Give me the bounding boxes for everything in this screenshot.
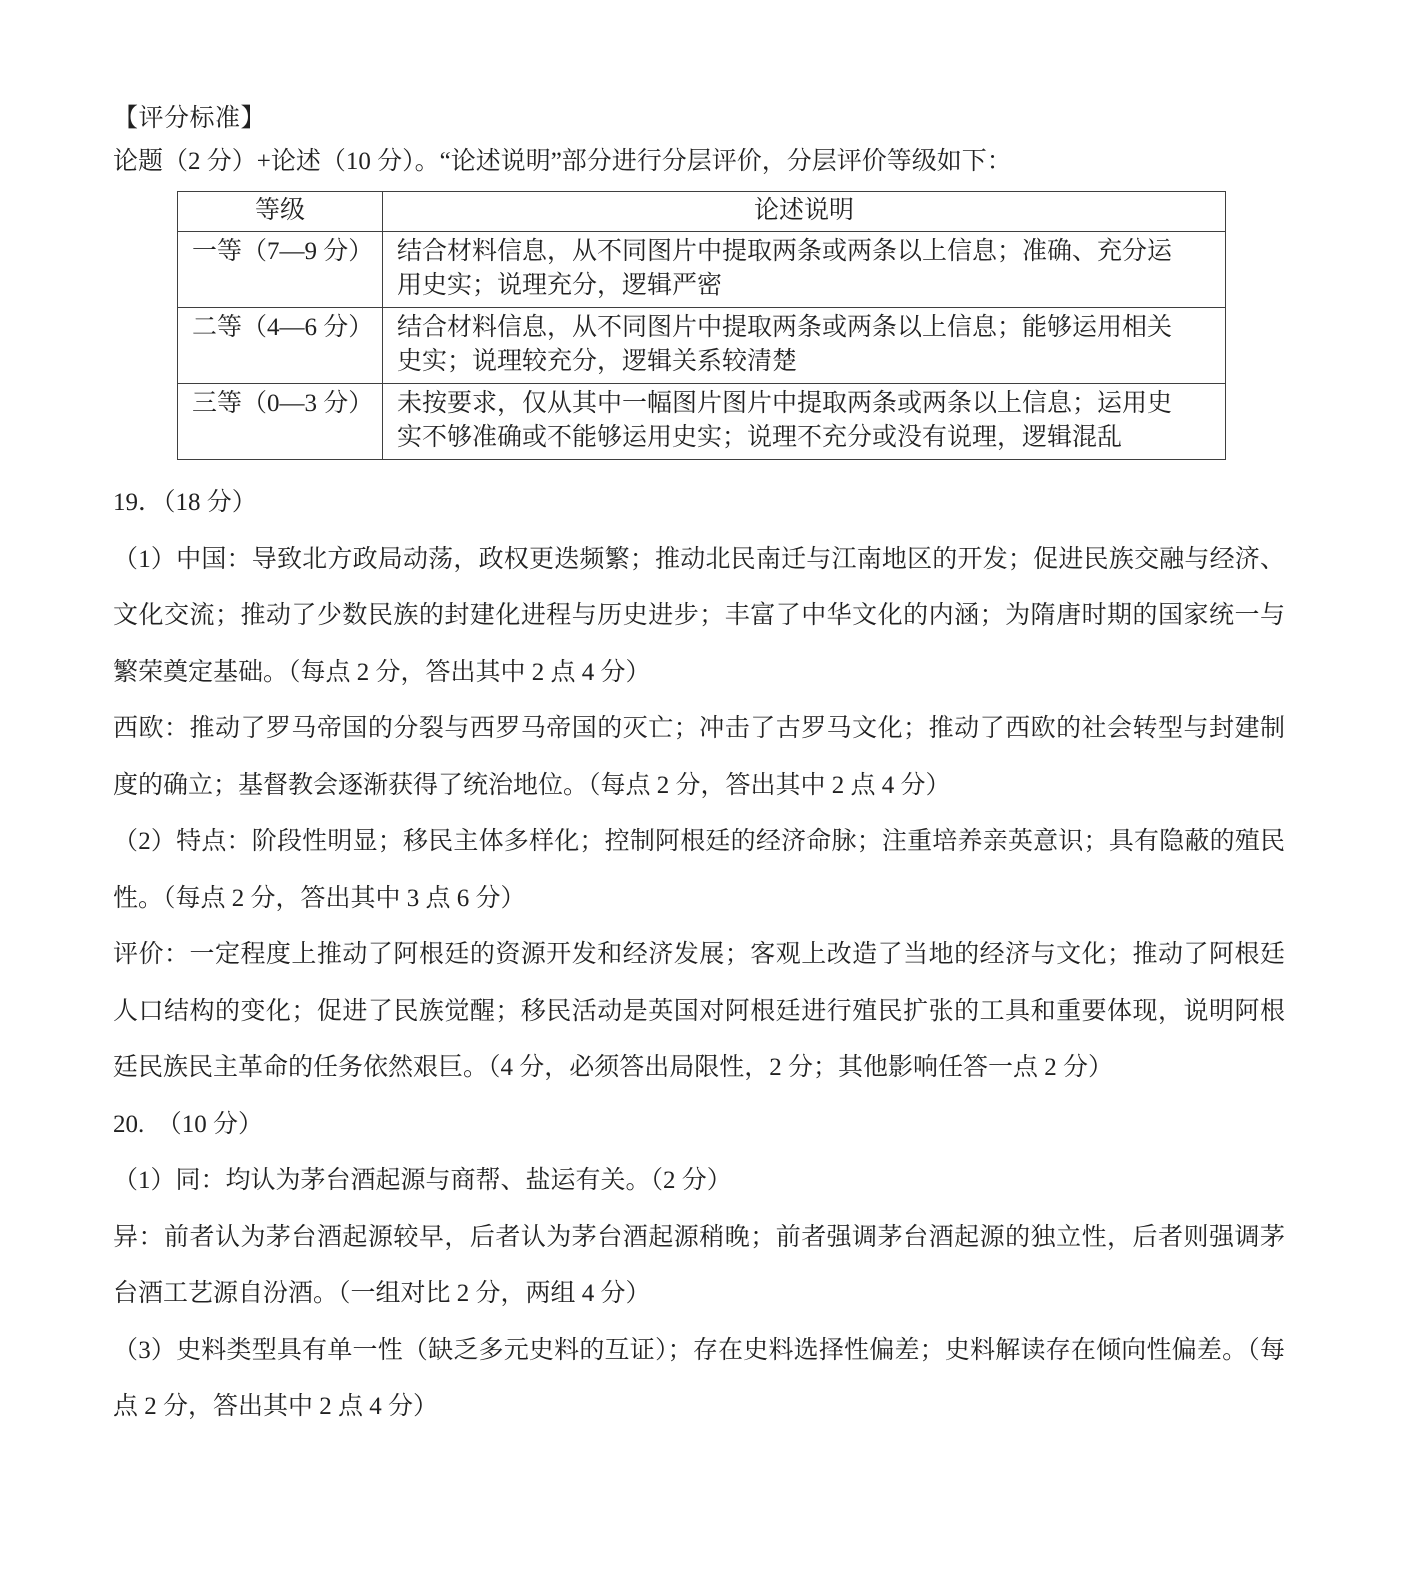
table-row [178, 232, 1226, 308]
grade-cell-tier3: 三等（0—3 分） [178, 384, 383, 460]
grade-cell-tier2: 二等（4—6 分） [178, 308, 383, 384]
description-cell-tier1: 结合材料信息，从不同图片中提取两条或两条以上信息；准确、充分运用史实；说理充分，逻辑严密 [383, 232, 1226, 308]
answer-19-part2-evaluation: 评价：一定程度上推动了阿根廷的资源开发和经济发展；客观上改造了当地的经济与文化；推动了阿根廷人口结构的变化；促进了民族觉醒；移民活动是英国对阿根廷进行殖民扩张的工具和重要体现，说明阿根廷民族民主革命的任务依然艰巨。（4 分，必须答出局限性，2 分；其他影响任答一点 2 分） [113, 941, 1285, 1081]
grade-cell-tier1: 一等（7—9 分） [178, 232, 383, 308]
scoring-standard-title: 【评分标准】 [113, 105, 267, 132]
table-row [178, 384, 1226, 460]
answer-20-part1-different: 异：前者认为茅台酒起源较早，后者认为茅台酒起源稍晚；前者强调茅台酒起源的独立性，后者则强调茅台酒工艺源自汾酒。（一组对比 2 分，两组 4 分） [113, 1223, 1285, 1307]
grading-rubric-table [177, 191, 1226, 460]
answers-section [113, 475, 1285, 1436]
answer-19-part1-west-europe: 西欧：推动了罗马帝国的分裂与西罗马帝国的灭亡；冲击了古罗马文化；推动了西欧的社会转型与封建制度的确立；基督教会逐渐获得了统治地位。（每点 2 分，答出其中 2 点 4 分） [113, 715, 1285, 799]
table-row [178, 308, 1226, 384]
grade-column-header: 等级 [178, 192, 383, 232]
description-column-header: 论述说明 [383, 192, 1226, 232]
answer-19-part2-features: （2）特点：阶段性明显；移民主体多样化；控制阿根廷的经济命脉；注重培养亲英意识；具有隐蔽的殖民性。（每点 2 分，答出其中 3 点 6 分） [113, 828, 1285, 912]
scoring-intro-text: 论题（2 分）+论述（10 分）。“论述说明”部分进行分层评价，分层评价等级如下： [113, 148, 1012, 175]
description-cell-tier2: 结合材料信息，从不同图片中提取两条或两条以上信息；能够运用相关史实；说理较充分，逻辑关系较清楚 [383, 308, 1226, 384]
rubric-header-row [178, 192, 1226, 232]
description-cell-tier3: 未按要求，仅从其中一幅图片图片中提取两条或两条以上信息；运用史实不够准确或不能够运用史实；说理不充分或没有说理，逻辑混乱 [383, 384, 1226, 460]
answer-20-part3-source-issues: （3）史料类型具有单一性（缺乏多元史料的互证）；存在史料选择性偏差；史料解读存在倾向性偏差。（每点 2 分，答出其中 2 点 4 分） [113, 1336, 1285, 1420]
question-19-heading: 19．（18 分） [113, 489, 257, 516]
question-20-heading: 20. （10 分） [113, 1110, 264, 1138]
answer-19-part1-china: （1）中国：导致北方政局动荡，政权更迭频繁；推动北民南迁与江南地区的开发；促进民族交融与经济、文化交流；推动了少数民族的封建化进程与历史进步；丰富了中华文化的内涵；为隋唐时期的国家统一与繁荣奠定基础。（每点 2 分，答出其中 2 点 4 分） [113, 545, 1285, 686]
answer-20-part1-same: （1）同：均认为茅台酒起源与商帮、盐运有关。（2 分） [113, 1167, 732, 1194]
